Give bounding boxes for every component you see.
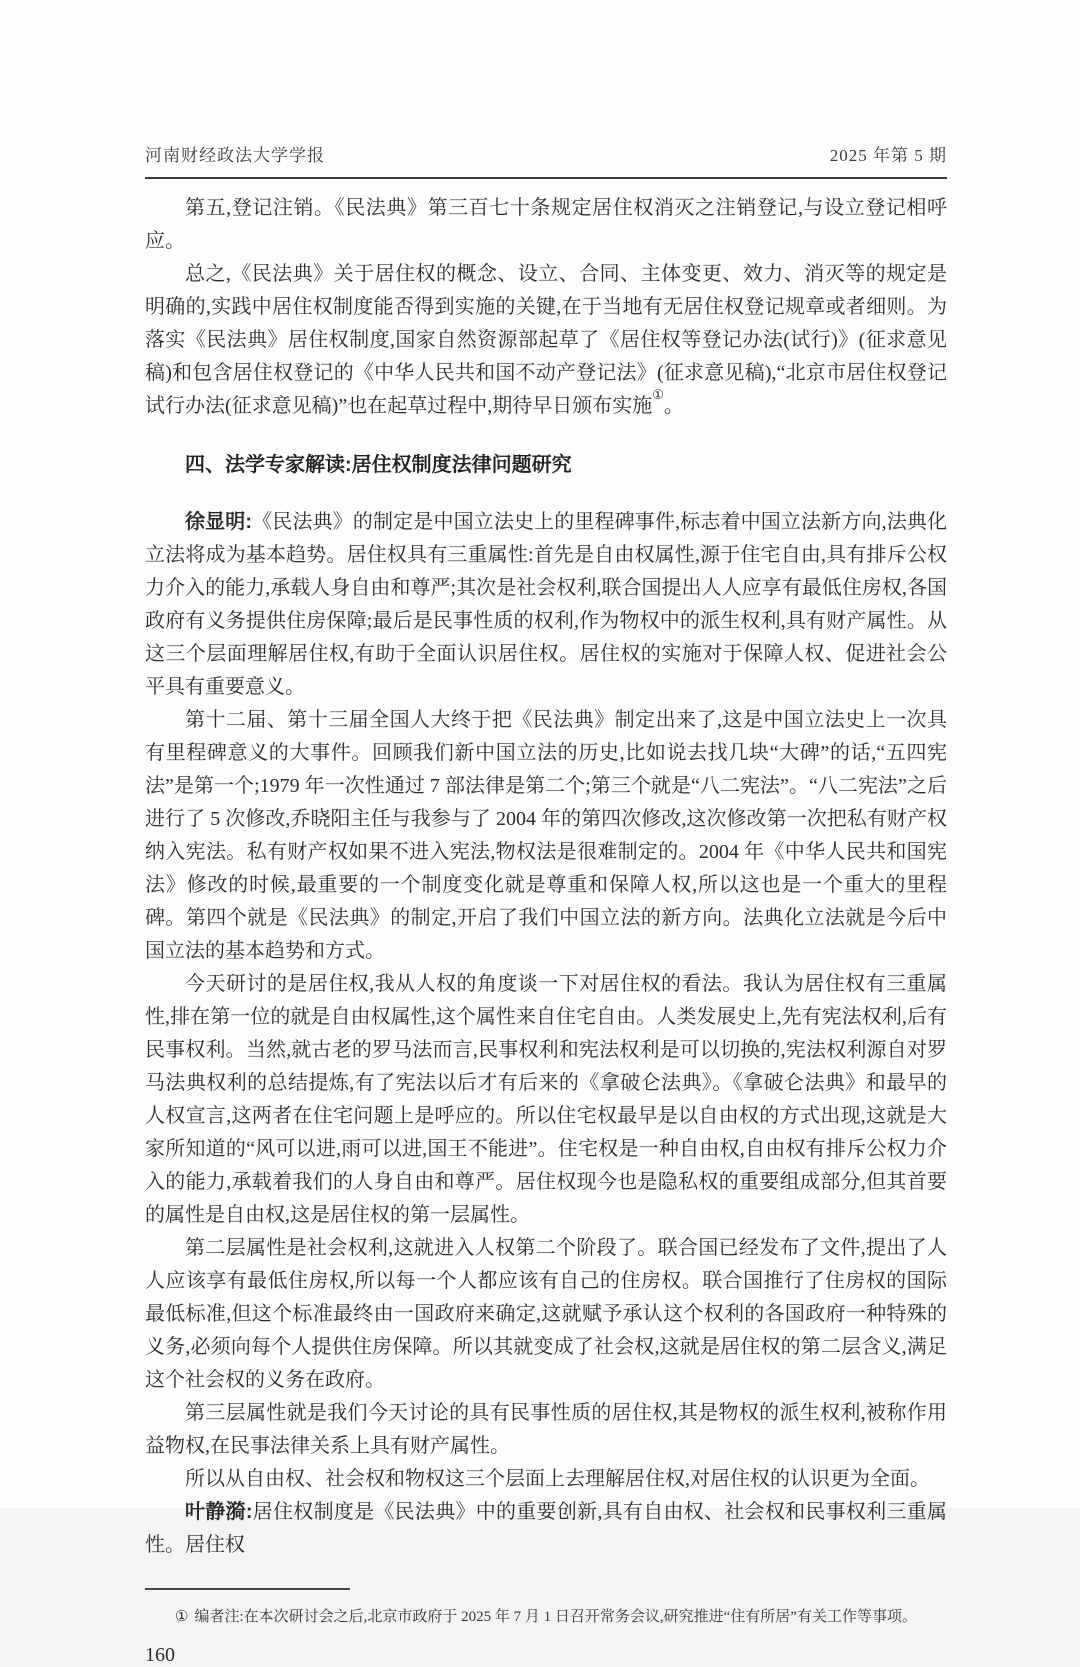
footnote-marker: ① (175, 1609, 189, 1625)
paragraph-summary (145, 258, 947, 423)
paragraph-xu-xianming-text: 《民法典》的制定是中国立法史上的里程碑事件,标志着中国立法新方向,法典化立法将成为基本趋势。居住权具有三重属性:首先是自由权属性,源于住宅自由,具有排斥公权力介入的能力,承载人身自由和尊严;其次是社会权利,联合国提出人人应享有最低住房权,各国政府有义务提供住房保障;最后是民事性质的权利,作为物权中的派生权利,具有财产属性。从这三个层面理解居住权,有助于全面认识居住权。居住权的实施对于保障人权、促进社会公平具有重要意义。 (145, 511, 947, 698)
issue-label: 2025 年第 5 期 (829, 146, 947, 165)
paragraph-three-levels-conclusion: 所以从自由权、社会权和物权这三个层面上去理解居住权,对居住权的认识更为全面。 (185, 1468, 930, 1490)
section-heading: 四、法学专家解读:居住权制度法律问题研究 (185, 454, 572, 476)
speaker-name-ye-jingyi: 叶静漪: (185, 1501, 253, 1523)
footnote-text: 编者注:在本次研讨会之后,北京市政府于 2025 年 7 月 1 日召开常务会议,研究推进“住有所居”有关工作等事项。 (194, 1609, 917, 1625)
paragraph-ye-jingyi-text: 居住权制度是《民法典》中的重要创新,具有自由权、社会权和民事权利三重属性。居住权 (145, 1501, 947, 1556)
paragraph-civil-right: 第三层属性就是我们今天讨论的具有民事性质的居住权,其是物权的派生权利,被称作用益物权,在民事法律关系上具有财产属性。 (145, 1402, 947, 1457)
page-number: 160 (145, 1644, 175, 1666)
header-rule (145, 177, 947, 179)
article-body (145, 192, 947, 1562)
paragraph-legislation-history: 第十二届、第十三届全国人大终于把《民法典》制定出来了,这是中国立法史上一次具有里程碑意义的大事件。回顾我们新中国立法的历史,比如说去找几块“大碑”的话,“五四宪法”是第一个;1979 年一次性通过 7 部法律是第二个;第三个就是“八二宪法”。“八二宪法”之后进行了 5 次修改,乔晓阳主任与我参与了 2004 年的第四次修改,这次修改第一次把私有财产权纳入宪法。私有财产权如果不进入宪法,物权法是很难制定的。2004 年《中华人民共和国宪法》修改的时候,最重要的一个制度变化就是尊重和保障人权,所以这也是一个重大的里程碑。第四个就是《民法典》的制定,开启了我们中国立法的新方向。法典化立法就是今后中国立法的基本趋势和方式。 (145, 709, 947, 962)
footnote-reference-mark: ① (652, 386, 664, 402)
paragraph-summary-tail: 。 (663, 395, 684, 417)
paragraph-deregistration: 第五,登记注销。《民法典》第三百七十条规定居住权消灭之注销登记,与设立登记相呼应。 (145, 197, 947, 252)
paragraph-xu-xianming (145, 506, 947, 704)
footnote-rule (145, 1588, 350, 1590)
paragraph-social-right: 第二层属性是社会权利,这就进入人权第二个阶段了。联合国已经发布了文件,提出了人人应该享有最低住房权,所以每一个人都应该有自己的住房权。联合国推行了住房权的国际最低标准,但这个标准最终由一国政府来确定,这就赋予承认这个权利的各国政府一种特殊的义务,必须向每个人提供住房保障。所以其就变成了社会权,这就是居住权的第二层含义,满足这个社会权的义务在政府。 (145, 1237, 947, 1391)
page-footer (145, 1588, 947, 1667)
paragraph-summary-text: 总之,《民法典》关于居住权的概念、设立、合同、主体变更、效力、消灭等的规定是明确的,实践中居住权制度能否得到实施的关键,在于当地有无居住权登记规章或者细则。为落实《民法典》居住权制度,国家自然资源部起草了《居住权等登记办法(试行)》(征求意见稿)和包含居住权登记的《中华人民共和国不动产登记法》(征求意见稿),“北京市居住权登记试行办法(征求意见稿)”也在起草过程中,期待早日颁布实施 (145, 263, 947, 417)
running-head (145, 146, 947, 166)
speaker-name-xu-xianming: 徐显明: (185, 511, 253, 533)
paragraph-freedom-attribute: 今天研讨的是居住权,我从人权的角度谈一下对居住权的看法。我认为居住权有三重属性,排在第一位的就是自由权属性,这个属性来自住宅自由。人类发展史上,先有宪法权利,后有民事权利。当然,就古老的罗马法而言,民事权利和宪法权利是可以切换的,宪法权利源自对罗马法典权利的总结提炼,有了宪法以后才有后来的《拿破仑法典》。《拿破仑法典》和最早的人权宣言,这两者在住宅问题上是呼应的。所以住宅权最早是以自由权的方式出现,这就是大家所知道的“风可以进,雨可以进,国王不能进”。住宅权是一种自由权,自由权有排斥公权力介入的能力,承载着我们的人身自由和尊严。居住权现今也是隐私权的重要组成部分,但其首要的属性是自由权,这是居住权的第一层属性。 (145, 973, 947, 1226)
journal-title: 河南财经政法大学学报 (145, 146, 325, 165)
footnote (145, 1606, 947, 1628)
paragraph-ye-jingyi (145, 1496, 947, 1562)
